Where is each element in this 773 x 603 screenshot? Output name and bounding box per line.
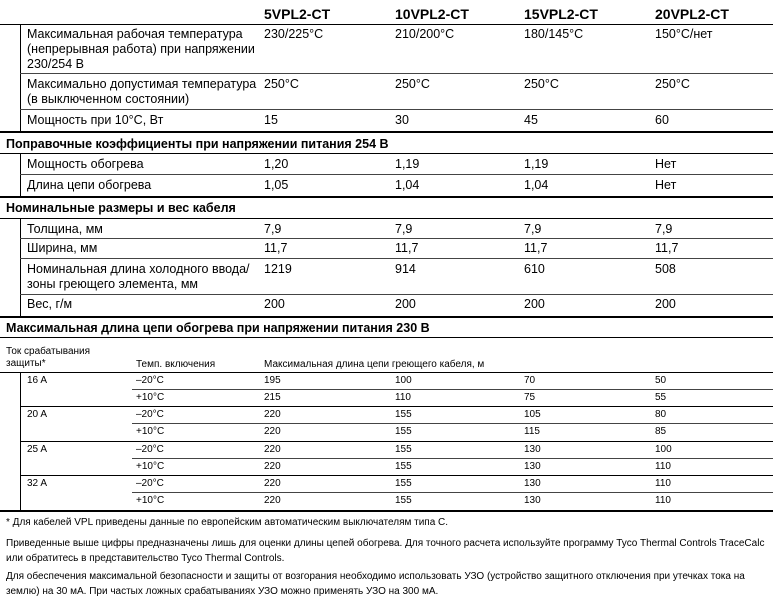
row-label: Вес, г/м [27, 297, 73, 311]
rule [20, 441, 773, 442]
cell: 250°C [395, 77, 430, 91]
cell: 155 [395, 444, 412, 455]
cell: 250°C [655, 77, 690, 91]
cell: 155 [395, 495, 412, 506]
rule [0, 196, 773, 198]
cell: 200 [524, 297, 545, 311]
cell: 155 [395, 461, 412, 472]
rule [132, 423, 773, 424]
cell: 230/225°C [264, 27, 324, 41]
cell: 220 [264, 409, 281, 420]
cell: 105 [524, 409, 541, 420]
switch-temp: –20°C [136, 409, 164, 420]
cell: 1,04 [395, 178, 420, 192]
rule [20, 174, 773, 175]
cell: 1219 [264, 262, 292, 276]
cell: 200 [264, 297, 285, 311]
cell: 11,7 [264, 241, 288, 255]
cell: 250°C [264, 77, 299, 91]
trip-current: 25 A [27, 444, 48, 455]
section-title-length: Максимальная длина цепи обогрева при напряжении питания 230 В [6, 321, 430, 335]
cell: 155 [395, 478, 412, 489]
row-label: Ширина, мм [27, 241, 98, 255]
cell: 75 [524, 392, 536, 403]
indent-rule [20, 218, 21, 316]
row-label: Номинальная длина холодного ввода/зоны греющего элемента, мм [27, 262, 250, 291]
rule [0, 218, 773, 219]
cell: 220 [264, 426, 281, 437]
cell: 610 [524, 262, 545, 276]
cell: 180/145°C [524, 27, 584, 41]
switch-temp: –20°C [136, 444, 164, 455]
rule [0, 372, 773, 373]
cell: 200 [395, 297, 416, 311]
header-max-length: Максимальная длина цепи греющего кабеля, м [264, 359, 485, 370]
cell: 45 [524, 113, 538, 127]
switch-temp: +10°C [136, 495, 165, 506]
cell: 150°C/нет [655, 27, 713, 41]
cell: 155 [395, 426, 412, 437]
cell: 60 [655, 113, 669, 127]
cell: 130 [524, 461, 541, 472]
switch-temp: –20°C [136, 478, 164, 489]
rule [20, 258, 773, 259]
cell: 220 [264, 495, 281, 506]
header-trip-current: Ток срабатывания защиты* [6, 346, 91, 369]
row-label: Максимально допустимая температура (в выключенном состоянии) [27, 77, 257, 106]
cell: 200 [655, 297, 676, 311]
trip-current: 20 A [27, 409, 48, 420]
footnote: * Для кабелей VPL приведены данные по европейским автоматическим выключателям типа C. [6, 517, 449, 528]
rule [0, 316, 773, 318]
cell: Нет [655, 178, 677, 192]
switch-temp: +10°C [136, 392, 165, 403]
row-label: Мощность обогрева [27, 157, 144, 171]
rule [132, 458, 773, 459]
cell: 100 [655, 444, 672, 455]
cell: 130 [524, 478, 541, 489]
cell: 115 [524, 426, 540, 437]
switch-temp: –20°C [136, 375, 164, 386]
column-header-20vpl2: 20VPL2-CT [655, 6, 729, 22]
note-rcd: Для обеспечения максимальной безопасности и защиты от возгорания необходимо использовать УЗО (устройство защитного отключения при утечках тока на землю) на 30 мА. При частых ложных срабатываниях УЗО можно применять УЗО на 300 мА. [6, 571, 745, 597]
cell: 1,19 [524, 157, 549, 171]
cell: 508 [655, 262, 676, 276]
rule [0, 510, 773, 512]
column-header-10vpl2: 10VPL2-CT [395, 6, 469, 22]
cell: 195 [264, 375, 281, 386]
cell: 130 [524, 444, 541, 455]
cell: 110 [655, 478, 671, 489]
switch-temp: +10°C [136, 461, 165, 472]
rule [132, 389, 773, 390]
cell: 130 [524, 495, 541, 506]
section-title-correction: Поправочные коэффициенты при напряжении питания 254 В [6, 137, 389, 151]
trip-current: 16 A [27, 375, 48, 386]
row-label: Длина цепи обогрева [27, 178, 152, 192]
cell: 80 [655, 409, 667, 420]
cell: Нет [655, 157, 677, 171]
cell: 1,04 [524, 178, 549, 192]
cell: 7,9 [524, 222, 542, 236]
row-label: Мощность при 10°C, Вт [27, 113, 164, 127]
cell: 155 [395, 409, 412, 420]
switch-temp: +10°C [136, 426, 165, 437]
cell: 30 [395, 113, 409, 127]
indent-rule [20, 24, 21, 131]
cell: 110 [655, 495, 671, 506]
cell: 11,7 [524, 241, 548, 255]
cell: 85 [655, 426, 667, 437]
cell: 7,9 [264, 222, 282, 236]
rule [132, 492, 773, 493]
section-title-dimensions: Номинальные размеры и вес кабеля [6, 201, 236, 215]
column-header-15vpl2: 15VPL2-CT [524, 6, 598, 22]
cell: 914 [395, 262, 416, 276]
cell: 250°C [524, 77, 559, 91]
cell: 11,7 [655, 241, 679, 255]
cell: 11,7 [395, 241, 419, 255]
trip-current: 32 A [27, 478, 48, 489]
cell: 7,9 [395, 222, 413, 236]
rule [20, 238, 773, 239]
cell: 220 [264, 444, 281, 455]
cell: 1,05 [264, 178, 289, 192]
header-switch-temp: Темп. включения [136, 359, 216, 370]
row-label: Максимальная рабочая температура (непрерывная работа) при напряжении 230/254 В [27, 27, 255, 71]
cell: 220 [264, 478, 281, 489]
cell: 210/200°C [395, 27, 455, 41]
note-calculation: Приведенные выше цифры предназначены лишь для оценки длины цепей обогрева. Для точного расчета используйте программу Tyco Thermal Controls TraceCalc или обратитесь в представительство Tyco Thermal Controls. [6, 538, 765, 564]
rule [20, 294, 773, 295]
rule [0, 337, 773, 338]
cell: 100 [395, 375, 412, 386]
cell: 110 [395, 392, 411, 403]
rule [20, 475, 773, 476]
column-header-5vpl2: 5VPL2-CT [264, 6, 331, 22]
rule [0, 131, 773, 133]
cell: 1,20 [264, 157, 289, 171]
rule [0, 153, 773, 154]
rule [20, 109, 773, 110]
cell: 50 [655, 375, 667, 386]
cell: 70 [524, 375, 536, 386]
cell: 7,9 [655, 222, 673, 236]
rule [20, 73, 773, 74]
row-label: Толщина, мм [27, 222, 103, 236]
cell: 110 [655, 461, 671, 472]
rule [20, 406, 773, 407]
cell: 55 [655, 392, 667, 403]
cell: 215 [264, 392, 281, 403]
cell: 1,19 [395, 157, 420, 171]
cell: 220 [264, 461, 281, 472]
rule [0, 24, 773, 25]
cell: 15 [264, 113, 278, 127]
